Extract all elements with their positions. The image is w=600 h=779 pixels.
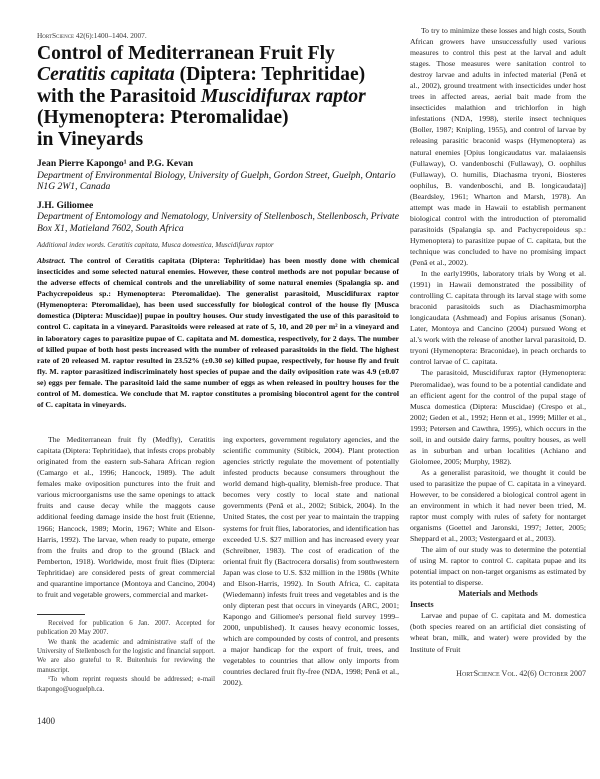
paragraph: To try to minimize these losses and high costs, South African growers have unsuccessfully used various measures to control this pest at the larval and adult stages. Those measures were sanitation control to destroy larvae and adults in infected material (Penã et al., 2002), ground treatment with insecticides under host trees in affected areas, aerial bait made from the insecticides malathion and trichlorfon in high infestations (NDA, 1998), sterile insect techniques (Boller, 1987; Knipling, 1955), and control of larvae by releasing parasitic braconid wasps (Hymenoptera) as natural enemies [Opius longicaudatus var. malaiaensis (Fullaway), O. vandenboschi (Fullaway), O. oophilus (Fullaway), O. humilis, Diachasma tryoni, Biosteres oophilus, B. vandenboschi, and B. longicaudata)] (Beardsley, 1961; Wharton and Marsh, 1978). An attempt was made in Hawaii to establish permanent biological control with the introduction of pteromalid parasitoids (Spalangia sp. and Pachycrepoideus sp.: Hymenoptera) to parasitize pupae of C. capitata, but the technique was concluded to have no promising impact (Penã et al., 2002).	[410, 26, 586, 267]
author-names: J.H. Giliomee	[37, 199, 94, 211]
journal-citation: HortScience 42(6):1400–1404. 2007.	[37, 31, 147, 40]
author-names: Jean Pierre Kapongo¹ and P.G. Kevan	[37, 158, 194, 170]
title-text: with the Parasitoid	[37, 85, 201, 107]
paragraph: The Mediterranean fruit fly (Medfly), Ceratitis capitata (Diptera: Tephritidae), that infests crops probably originated from the eastern sub-Sahara African region (Camargo et al., 1996; Hancock, 1989). The adult females make oviposition punctures into the fruit and various microorganisms use the same openings to attack fruits and cause decay while the maggots cause additional feeding damage inside the host fruit (Etienne, 1966; Hancock, 1989; Morin, 1967; White and Elson-Harris, 1992). The larvae, when ready to pupate, emerge from the fruits and drop to the ground (Black and Pemberton, 1918). Worldwide, most fruit flies (Diptera: Tephritidae) are considered pests of great commercial and quarantine importance (Montoya and Cancino, 2004) to fruit and vegetable growers, commercial and market-	[37, 435, 215, 599]
footnote: We thank the academic and administrative staff of the University of Stellenbosch for the logistic and financial support. We are also grateful to R. Buitenhuis for reviewing the manuscript.	[37, 638, 215, 674]
section-heading: Materials and Methods	[458, 589, 538, 599]
title-line	[37, 64, 399, 85]
abstract-text: The control of Ceratitis capitata (Diptera: Tephritidae) has been mostly done with chemical insecticides and some selected natural enemies. However, these control methods are not popular because of the adverse effects of chemical controls and the unreliability of some natural enemies (Spalangia sp. and Pachycrepoideus sp.: Hymenoptera: Pteromalidae). The generalist parasitoid, Muscidifurax raptor (Hymenoptera: Pteromalidae), has been used successfully for biological control of the house fly [Musca domestica (Diptera: Muscidae)] pupae in poultry houses. Our study investigated the use of this parasitoid to control C. capitata in a vineyard. Parasitoids were released at rate of 5, 10, and 20 per m² in a vineyard and in laboratory cages to parasitize pupae of C. capitata and M. domestica, respectively, for 2 days. The number of killed pupae of both host pests increased with the number of released parasitoids in the field. The highest rate of 20 released M. raptor resulted in 23.52% (±0.30 se) killed pupae, respectively, for house fly and fruit fly. M. raptor parasitized indiscriminately host species of pupae and the daily oviposition rate was 4.9 (±0.07 se) eggs per female. The parasitoid laid the same number of eggs as when released in poultry houses for the control of M. domestica. We conclude that M. raptor constitutes a promising biocontrol agent for the control of C. capitata in vineyards.	[37, 255, 399, 410]
subsection-heading: Insects	[410, 600, 434, 610]
author-affiliation: Department of Entomology and Nematology, University of Stellenbosch, Stellenbosch, Private Box X1, Matieland 7602, South Africa	[37, 211, 399, 234]
title-line: (Hymenoptera: Pteromalidae)	[37, 107, 289, 129]
body-column-3	[410, 25, 586, 655]
footnote: Received for publication 6 Jan. 2007. Accepted for publication 20 May 2007.	[37, 619, 215, 637]
abstract	[37, 255, 399, 410]
paragraph: As a generalist parasitoid, we thought it could be used to parasitize the pupae of C. capitata in a vineyard. However, to be considered a biological control agent in an environment in which it had never been tried, M. raptor must comply with rules of safety for nontarget organisms (Goettel and Jaronski, 1997; Jetter, 2005; Sheppard et al., 2003; Vestergaard et al., 2003).	[410, 467, 586, 544]
right-region	[410, 25, 586, 679]
title-line: Control of Mediterranean Fruit Fly	[37, 43, 335, 64]
paragraph: Larvae and pupae of C. capitata and M. domestica (both species reared on an artificial diet consisting of wheat bran, milk, and water) were provided by the Institute of Fruit	[410, 611, 586, 654]
paragraph: The aim of our study was to determine the potential of using M. raptor to control C. capitata pupae and its potential impact on non-target organisms as estimated by its potential to disperse.	[410, 545, 586, 588]
paragraph: The parasitoid, Muscidifurax raptor (Hymenoptera: Pteromalidae), was found to be a potential candidate and an efficient agent for the control of the pupal stage of Musca domestica (Diptera: Muscidae) (Crespo et al., 2002; Geden et al., 1992; Henn et al., 1999; Miller et al., 1993; Petersen and Cawthra, 1995), which occurs in the soil, in and outside dairy farms, poultry houses, as well as in suburban and urban localities (Achiano and Giolomee, 2005; Murphy, 1982).	[410, 368, 586, 466]
footnote: ¹To whom reprint requests should be addressed; e-mail tkapongo@uoguelph.ca.	[37, 676, 215, 693]
article-title	[37, 43, 399, 150]
title-species: Muscidifurax raptor	[200, 85, 366, 107]
paragraph: In the early1990s, laboratory trials by Wong et al. (1991) in Hawaii demonstrated the possibility of controlling C. capitata through its larval stage with some braconid parasitoids such as Diachasmimorpha longicaudata (Ashmead) and Fopius arisanus (Sonan). Later, Montoya and Cancino (2004) pursued Wong et al.'s work with the release of another larval parasitoid, D. tryoni (Hymenoptera: Braconidae), in peach orchards to control larvae of C. capitata.	[410, 269, 587, 367]
title-text: (Diptera: Tephritidae)	[174, 64, 366, 86]
paragraph: ing exporters, government regulatory agencies, and the scientific community (Stibick, 2004). Plant protection agencies strictly regulate the movement of potentially infested products because consumers throughout the world demand high-quality, blemish-free produce. That becomes very costly to local state and national governments (Penã et al., 2002; Stibick, 2004). In the United States, the cost per year to maintain the trapping systems for fruit flies, laboratories, and identification has exceeded U.S. $27 million and has increased every year (Schreibner, 1983). The cost of eradication of the oriental fruit fly (Bactrocera dorsalis) from southwestern Japan was close to U.S. $32 million in the 1980s (White and Elson-Harris, 1992). In South Africa, C. capitata (Wiedemann) infests fruit trees and vegetables and is the only dipteran pest that occurs in vineyards (ARC, 2001; Kapongo and Giliomee's personal field survey 1999–2000, unpublished). It causes heavy economic losses, which are compounded by costs of control, and presents a major handicap for the export of fruit, trees, and vegetables to countries that allow only imports from countries declared fruit fly-free (NDA, 1998; Penã et al., 2002).	[223, 435, 399, 688]
author-block	[37, 200, 399, 234]
page-number: 1400	[37, 716, 55, 727]
title-line: in Vineyards	[37, 128, 144, 150]
footer-journal: HortScience Vol. 42(6) October 2007	[456, 668, 586, 678]
title-line	[37, 86, 399, 107]
author-block	[37, 158, 399, 192]
footnote-divider	[37, 614, 85, 615]
body-columns	[37, 434, 399, 727]
title-species: Ceratitis capitata	[37, 64, 175, 86]
author-affiliation: Department of Environmental Biology, University of Guelph, Gordon Street, Guelph, Ontario N1G 2W1, Canada	[37, 169, 396, 192]
abstract-label: Abstract.	[37, 255, 66, 265]
body-column-1	[37, 434, 215, 727]
index-words: Additional index words. Ceratitis capitata, Musca domestica, Muscidifurax raptor	[37, 240, 274, 249]
footnotes	[37, 619, 215, 694]
left-region	[37, 25, 399, 727]
body-column-2	[223, 434, 399, 688]
